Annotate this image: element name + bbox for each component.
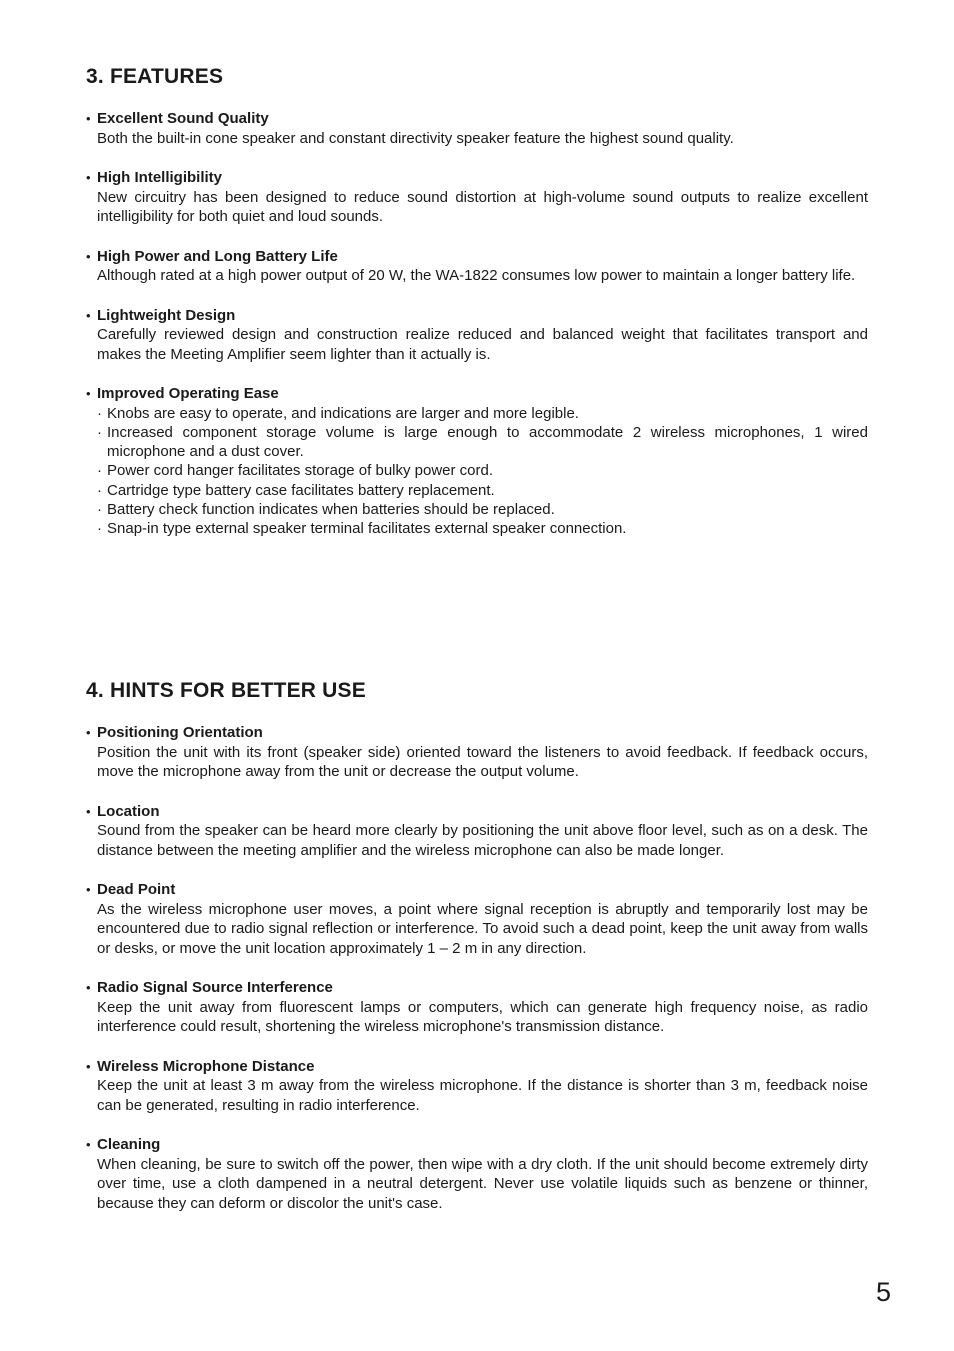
dot-icon: · (97, 404, 102, 422)
sublist-item (97, 519, 868, 538)
feature-item (86, 306, 868, 365)
sublist-item (97, 500, 868, 519)
hint-title: Positioning Orientation (97, 724, 263, 741)
sublist-text: Power cord hanger facilitates storage of bulky power cord. (107, 462, 494, 480)
hint-body: Keep the unit at least 3 m away from the wireless microphone. If the distance is shorter than 3 m, feedback noise can be generated, resulting in radio interference. (97, 1077, 868, 1114)
bullet-icon: • (86, 1137, 91, 1152)
sublist-text: Cartridge type battery case facilitates battery replacement. (107, 481, 495, 499)
hint-item (86, 723, 868, 782)
sublist-text: Battery check function indicates when batteries should be replaced. (107, 500, 555, 518)
bullet-icon: • (86, 386, 91, 401)
hint-title: Radio Signal Source Interference (97, 979, 333, 996)
sublist-text: Snap-in type external speaker terminal facilitates external speaker connection. (107, 520, 627, 538)
feature-item (86, 384, 868, 539)
hint-body: When cleaning, be sure to switch off the power, then wipe with a dry cloth. If the unit should become extremely dirty over time, use a cloth dampened in a neutral detergent. Never use volatile liquids such as benzene or thinner, because they can deform or discolor the unit's case. (97, 1155, 868, 1212)
feature-body: Carefully reviewed design and construction realize reduced and balanced weight that facilitates transport and makes the Meeting Amplifier seem lighter than it actually is. (97, 326, 868, 363)
feature-item (86, 109, 868, 148)
hint-body: As the wireless microphone user moves, a point where signal reception is abruptly and temporarily lost may be encountered due to radio signal reflection or interference. To avoid such a dead point, keep the unit away from walls or desks, or move the unit location approximately 1 – 2 m in any direction. (97, 900, 868, 957)
feature-body: Although rated at a high power output of 20 W, the WA-1822 consumes low power to maintain a longer battery life. (97, 267, 856, 284)
dot-icon: · (97, 462, 102, 480)
bullet-icon: • (86, 170, 91, 185)
hint-title: Wireless Microphone Distance (97, 1057, 315, 1075)
sublist-item (97, 423, 868, 462)
hint-item (86, 978, 868, 1037)
hint-item (86, 1135, 868, 1213)
feature-title: Lightweight Design (97, 306, 236, 324)
dot-icon: · (97, 520, 102, 538)
feature-title: High Intelligibility (97, 169, 222, 186)
feature-title: Improved Operating Ease (97, 385, 279, 402)
feature-body: Both the built-in cone speaker and constant directivity speaker feature the highest sound quality. (97, 129, 734, 147)
sublist-item (97, 481, 868, 500)
hint-item (86, 802, 868, 861)
hint-body: Keep the unit away from fluorescent lamps or computers, which can generate high frequency noise, as radio interference could result, shortening the wireless microphone's transmission distance. (97, 998, 868, 1035)
hint-item (86, 1057, 868, 1116)
features-heading: 3. FEATURES (86, 65, 224, 88)
features-section (86, 62, 868, 539)
bullet-icon: • (86, 980, 91, 995)
page-number: 5 (876, 1277, 892, 1307)
hints-section (86, 676, 868, 1213)
bullet-icon: • (86, 725, 91, 740)
hint-title: Dead Point (97, 881, 176, 898)
sublist-text: Knobs are easy to operate, and indications are larger and more legible. (107, 404, 579, 422)
bullet-icon: • (86, 882, 91, 897)
hint-title: Location (97, 802, 160, 820)
hint-body: Position the unit with its front (speaker side) oriented toward the listeners to avoid feedback. If feedback occurs, move the microphone away from the unit or decrease the output volume. (97, 743, 868, 780)
hints-heading: 4. HINTS FOR BETTER USE (86, 679, 366, 702)
sublist-item (97, 404, 868, 423)
bullet-icon: • (86, 803, 91, 819)
bullet-icon: • (86, 248, 91, 264)
bullet-icon: • (86, 1058, 91, 1074)
feature-sublist (97, 404, 868, 539)
bullet-icon: • (86, 111, 91, 126)
feature-title: High Power and Long Battery Life (97, 247, 338, 265)
feature-body: New circuitry has been designed to reduce sound distortion at high-volume sound outputs to realize excellent intelligibility for both quiet and loud sounds. (97, 188, 868, 225)
feature-item (86, 247, 868, 286)
sublist-item (97, 461, 868, 480)
hint-body: Sound from the speaker can be heard more clearly by positioning the unit above floor level, such as on a desk. The distance between the meeting amplifier and the wireless microphone can also be made longer. (97, 822, 868, 859)
feature-title: Excellent Sound Quality (97, 110, 269, 127)
hint-title: Cleaning (97, 1136, 161, 1153)
sublist-text: Increased component storage volume is large enough to accommodate 2 wireless microphones, 1 wired microphone and a dust cover. (107, 423, 868, 461)
feature-item (86, 168, 868, 227)
dot-icon: · (97, 481, 102, 499)
bullet-icon: • (86, 307, 91, 323)
dot-icon: · (97, 423, 102, 441)
dot-icon: · (97, 500, 102, 518)
hint-item (86, 880, 868, 958)
